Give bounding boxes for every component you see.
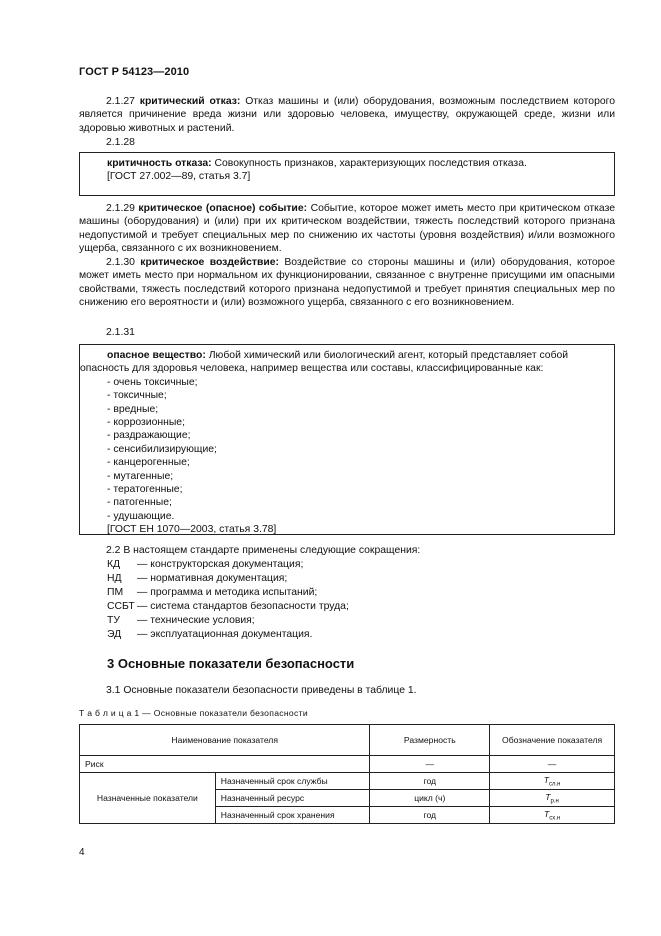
safety-indicators-table [79, 724, 615, 824]
abbreviation-row [107, 558, 303, 571]
header-name: Наименование показателя [80, 725, 370, 756]
cell-name: Назначенный срок службы [215, 773, 370, 790]
table-row [80, 756, 615, 773]
symbol: T [543, 774, 549, 785]
abbr-value: — конструкторская документация; [137, 559, 304, 570]
cell-unit: цикл (ч) [370, 790, 490, 807]
list-item: - канцерогенные; [107, 457, 190, 469]
abbr-key: ССБТ [107, 601, 135, 612]
definition: Воздействие со стороны машины и (или) оборудования, которое может иметь место при нормальном их функционировании, связанное с внутренне присущими им опасными свойствами, тяжесть последствий которого признана недопустимой и требует принятия специальных мер по снижению его вероятности и (или) возможного ущерба, связанного с его возникновением. [79, 257, 615, 309]
abbr-value: — эксплуатационная документация. [137, 629, 313, 640]
definition: Совокупность признаков, характеризующих последствия отказа. [214, 158, 527, 169]
abbreviation-row [107, 600, 349, 613]
standard-header: ГОСТ Р 54123—2010 [79, 66, 190, 78]
abbr-value: — нормативная документация; [137, 573, 288, 584]
cell-symbol: — [490, 756, 615, 773]
cell-symbol [490, 773, 615, 790]
term: критичность отказа: [107, 158, 212, 169]
list-item: - патогенные; [107, 497, 172, 509]
clause-2-1-27 [79, 95, 615, 135]
clause-number: 2.1.29 [106, 203, 135, 214]
definition: Любой химический или биологический агент, который представляет собой опасность для здоровья человека, например вещества или составы, классифицированные как: [80, 350, 569, 375]
symbol: T [545, 791, 551, 802]
header-symbol: Обозначение показателя [490, 725, 615, 756]
list-item: - раздражающие; [107, 430, 191, 442]
list-item: - вредные; [107, 403, 159, 415]
definition-box-2-1-28 [79, 152, 615, 196]
cell-unit: — [370, 756, 490, 773]
cell-unit: год [370, 807, 490, 824]
term: критический отказ: [139, 96, 241, 107]
clause-2-1-31-number: 2.1.31 [106, 327, 135, 338]
definition: Отказ машины и (или) оборудования, возможным последствием которого является причинение вреда жизни или здоровью человека, имуществу, окружающей среде, жизни или здоровью животных и растений. [79, 96, 615, 134]
section-heading: 3 Основные показатели безопасности [107, 656, 355, 671]
cell-group: Назначенные показатели [80, 773, 216, 824]
cell-name: Риск [80, 756, 370, 773]
clause-number: 2.1.27 [106, 96, 135, 107]
page-number: 4 [79, 847, 85, 858]
cell-symbol [490, 807, 615, 824]
list-item: - очень токсичные; [107, 376, 198, 388]
list-item: - тератогенные; [107, 484, 183, 496]
table-header-row [80, 725, 615, 756]
abbr-key: ЭД [107, 629, 122, 640]
symbol-subscript: сх.н [549, 815, 561, 822]
cell-symbol [490, 790, 615, 807]
abbr-value: — система стандартов безопасности труда; [137, 601, 349, 612]
header-unit: Размерность [370, 725, 490, 756]
list-item: - коррозионные; [107, 417, 185, 429]
clause-2-2: 2.2 В настоящем стандарте применены следующие сокращения: [106, 545, 421, 556]
abbreviation-row [107, 628, 312, 641]
abbreviation-row [107, 614, 255, 627]
definition-box-2-1-31 [79, 344, 615, 535]
list-item: - сенсибилизирующие; [107, 443, 217, 455]
clause-number: 2.1.30 [106, 257, 135, 268]
term: критическое воздействие: [140, 257, 279, 268]
abbreviation-row [107, 586, 317, 599]
definition: Событие, которое может иметь место при критическом отказе машины (оборудования) и (или) при их критическом воздействии, тяжесть последствий которого признана недопустимой и требует специальных мер по снижению их частоты (уровня воздействия) и/или возможного ущерба, связанного с их возникновением. [79, 203, 616, 255]
reference: [ГОСТ 27.002—89, статья 3.7] [107, 171, 251, 183]
abbr-value: — технические условия; [137, 615, 255, 626]
abbr-key: ПМ [107, 587, 124, 598]
list-item: - токсичные; [107, 390, 167, 402]
symbol-subscript: сл.н [548, 781, 561, 788]
abbr-key: КД [107, 559, 121, 570]
clause-3-1: 3.1 Основные показатели безопасности приведены в таблице 1. [106, 685, 417, 696]
abbr-value: — программа и методика испытаний; [137, 587, 318, 598]
reference: [ГОСТ ЕН 1070—2003, статья 3.78] [107, 524, 277, 536]
list-item: - удушающие. [107, 510, 175, 522]
clause-2-1-30 [79, 256, 615, 310]
term: критическое (опасное) событие: [138, 203, 308, 214]
term: опасное вещество: [107, 350, 206, 361]
clause-2-1-29 [79, 202, 615, 256]
clause-2-1-28-number: 2.1.28 [106, 137, 135, 148]
list-item: - мутагенные; [107, 470, 174, 482]
symbol-subscript: р.н [550, 798, 559, 805]
cell-name: Назначенный срок хранения [215, 807, 370, 824]
abbr-key: ТУ [107, 615, 120, 626]
abbreviation-row [107, 572, 287, 585]
abbr-key: НД [107, 573, 122, 584]
cell-name: Назначенный ресурс [215, 790, 370, 807]
table-row [80, 773, 615, 790]
symbol: T [543, 808, 550, 819]
table-caption: Т а б л и ц а 1 — Основные показатели безопасности [79, 708, 308, 718]
cell-unit: год [370, 773, 490, 790]
